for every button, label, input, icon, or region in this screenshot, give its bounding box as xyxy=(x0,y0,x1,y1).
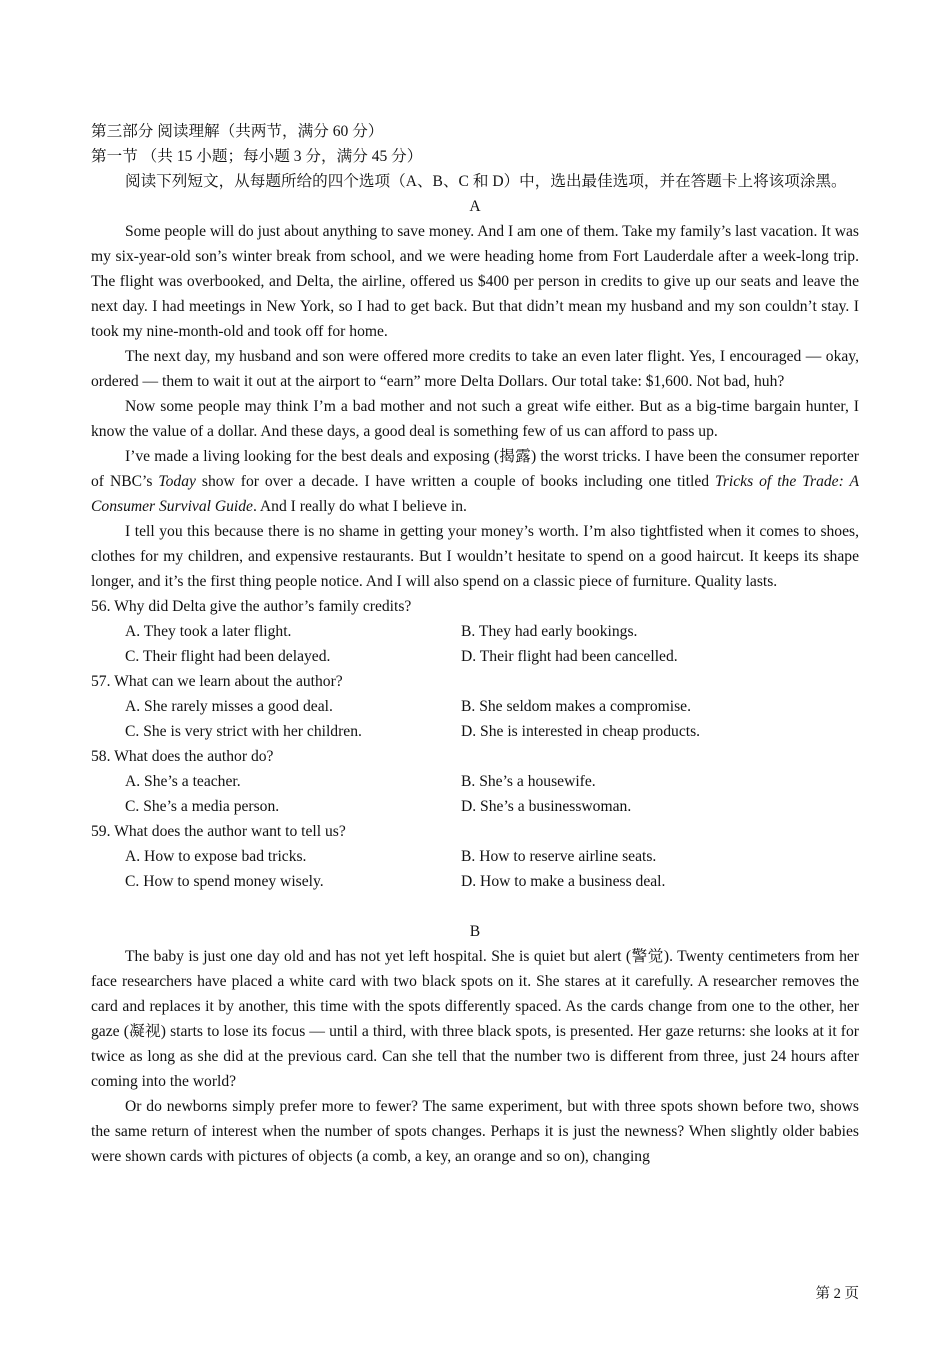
options-row xyxy=(91,794,859,819)
passage-a-paragraph-2: The next day, my husband and son were offered more credits to take an even later flight. Yes, I encouraged — okay, ordered — them to wait it out at the airport to “earn” more Delta Dollars. Our total take: $1,600. Not bad, huh? xyxy=(91,348,859,390)
option-d: D. Their flight had been cancelled. xyxy=(461,648,678,665)
question-59 xyxy=(91,819,859,894)
question-57 xyxy=(91,669,859,744)
option-d: D. How to make a business deal. xyxy=(461,873,666,890)
passage-b-label: B xyxy=(469,923,481,940)
options-row xyxy=(91,719,859,744)
option-c: C. She is very strict with her children. xyxy=(125,723,362,740)
option-c: C. How to spend money wisely. xyxy=(125,873,324,890)
question-56 xyxy=(91,594,859,669)
option-a: A. She’s a teacher. xyxy=(125,773,241,790)
passage-a-paragraph-4 xyxy=(91,444,859,519)
options-row xyxy=(91,869,859,894)
passage-a-paragraph-3: Now some people may think I’m a bad mother and not such a great wife either. But as a big-time bargain hunter, I know the value of a dollar. And these days, a good deal is something few of us can afford to pass up. xyxy=(91,398,859,440)
question-stem: 57. What can we learn about the author? xyxy=(91,673,343,690)
option-d: D. She’s a businesswoman. xyxy=(461,798,632,815)
options-row xyxy=(91,644,859,669)
show-title-today: Today xyxy=(158,473,196,490)
passage-b-paragraph-2: Or do newborns simply prefer more to fewer? The same experiment, but with three spots shown before two, shows the same return of interest when the number of spots changes. Perhaps it is just the newness? When slightly older babies were shown cards with pictures of objects (a comb, a key, an orange and so on), changing xyxy=(91,1098,859,1165)
option-b: B. How to reserve airline seats. xyxy=(461,848,657,865)
passage-b-paragraph-1: The baby is just one day old and has not yet left hospital. She is quiet but alert (警觉). Twenty centimeters from her face researchers have placed a white card with two black spots on it. She stares at it carefully. A researcher removes the card and replaces it by another, this time with the spots differently spaced. As the cards change from one to the other, her gaze (凝视) starts to lose its focus — until a third, with three black spots, is presented. Her gaze returns: she looks at it for twice as long as she did at the previous card. Can she tell that the number two is different from three, just 24 hours after coming into the world? xyxy=(91,948,859,1090)
option-a: A. How to expose bad tricks. xyxy=(125,848,307,865)
paragraph-4-text-1: I’ve made a living looking for the best deals and exposing (揭露) the worst tricks. I have been the consumer reporter of NBC’s xyxy=(91,448,859,490)
question-stem: 59. What does the author want to tell us? xyxy=(91,823,346,840)
question-58 xyxy=(91,744,859,819)
option-a: A. She rarely misses a good deal. xyxy=(125,698,333,715)
option-c: C. She’s a media person. xyxy=(125,798,280,815)
spacer xyxy=(91,894,859,919)
paragraph-4-text-3: . And I really do what I believe in. xyxy=(252,498,467,515)
passage-a-paragraph-5: I tell you this because there is no shame in getting your money’s worth. I’m also tightfisted when it comes to shoes, clothes for my children, and expensive restaurants. But I wouldn’t hesitate to spend on a good haircut. It keeps its shape longer, and it’s the first thing people notice. And I will also spend on a classic piece of furniture. Quality lasts. xyxy=(91,523,859,590)
instructions: 阅读下列短文，从每题所给的四个选项（A、B、C 和 D）中，选出最佳选项，并在答题卡上将该项涂黑。 xyxy=(125,173,847,190)
options-row xyxy=(91,619,859,644)
option-b: B. She seldom makes a compromise. xyxy=(461,698,691,715)
option-c: C. Their flight had been delayed. xyxy=(125,648,331,665)
part-title: 第三部分 阅读理解（共两节，满分 60 分） xyxy=(91,123,384,140)
option-a: A. They took a later flight. xyxy=(125,623,292,640)
option-b: B. She’s a housewife. xyxy=(461,773,596,790)
question-stem: 58. What does the author do? xyxy=(91,748,274,765)
options-row xyxy=(91,694,859,719)
option-d: D. She is interested in cheap products. xyxy=(461,723,701,740)
passage-a-paragraph-1: Some people will do just about anything to save money. And I am one of them. Take my family’s last vacation. It was my six-year-old son’s winter break from school, and we were heading home from Fort Lauderdale after a week-long trip. The flight was overbooked, and Delta, the airline, offered us $400 per person in credits to give up our seats and leave the next day. I had meetings in New York, so I had to get back. But that didn’t mean my husband and my son couldn’t stay. I took my nine-month-old and took off for home. xyxy=(91,223,859,340)
question-stem: 56. Why did Delta give the author’s family credits? xyxy=(91,598,412,615)
book-title: Tricks of the Trade: A Consumer Survival Guide xyxy=(91,473,859,515)
options-row xyxy=(91,844,859,869)
options-row xyxy=(91,769,859,794)
option-b: B. They had early bookings. xyxy=(461,623,638,640)
page-content xyxy=(91,119,859,1169)
page-number: 第 2 页 xyxy=(815,1286,859,1302)
section-title: 第一节 （共 15 小题；每小题 3 分，满分 45 分） xyxy=(91,148,423,165)
paragraph-4-text-2: show for over a decade. I have written a couple of books including one titled xyxy=(195,473,716,490)
passage-a-label: A xyxy=(469,198,481,215)
